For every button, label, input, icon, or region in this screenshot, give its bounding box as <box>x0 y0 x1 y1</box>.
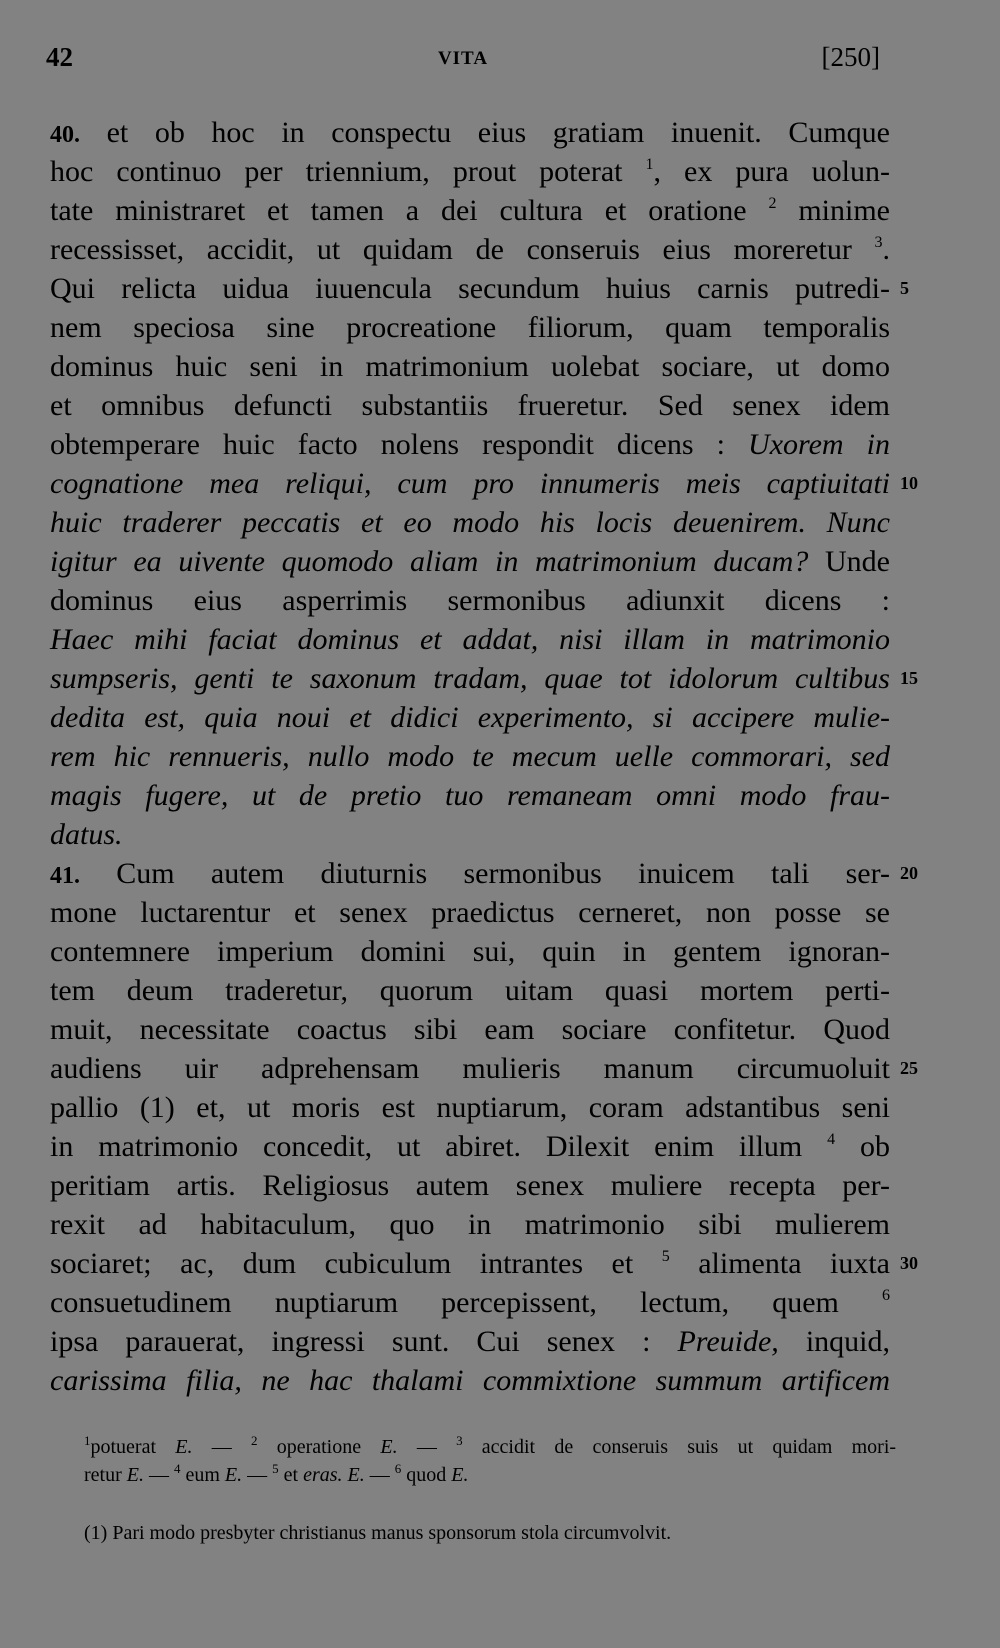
line-text <box>50 425 890 464</box>
footnote-marker: 6 <box>882 1287 890 1304</box>
italic-run: E. <box>380 1436 398 1458</box>
footnotes <box>84 1433 896 1489</box>
italic-run: carissima filia, ne hac thalami commixtione summum artificem <box>50 1364 890 1397</box>
italic-run: igitur ea uivente quomodo aliam in matrimonium ducam? <box>50 545 809 578</box>
text-line <box>50 932 890 971</box>
italic-run: dedita est, quia noui et didici experimento, si accipere mulie- <box>50 701 890 734</box>
italic-run: cognatione mea reliqui, cum pro innumeris meis captiuitati <box>50 467 890 500</box>
text-run: rexit ad habitaculum, quo in matrimonio sibi mulierem <box>50 1208 890 1241</box>
text-line <box>50 854 918 893</box>
text-run: quod <box>401 1464 452 1486</box>
text-line <box>50 1205 890 1244</box>
footnote-marker: 2 <box>768 195 777 212</box>
italic-run: huic traderer peccatis et eo modo his locis deuenirem. Nunc <box>50 506 890 539</box>
line-text <box>50 1166 890 1205</box>
line-text <box>50 503 890 542</box>
text-run: nem speciosa sine procreatione filiorum, quam temporalis <box>50 311 890 344</box>
explanatory-note: (1) Pari modo presbyter christianus manus sponsorum stola circumvolvit. <box>84 1522 672 1544</box>
text-run: dominus eius asperrimis sermonibus adiunxit dicens : <box>50 584 890 617</box>
text-line <box>50 230 890 269</box>
italic-run: E. <box>224 1464 243 1486</box>
line-text <box>50 776 890 815</box>
text-run: minime <box>776 194 891 227</box>
text-line <box>50 1088 890 1127</box>
page-number: 42 <box>46 42 73 72</box>
line-text <box>50 269 890 308</box>
text-run: hoc continuo per triennium, prout poterat <box>50 155 646 188</box>
text-run: . <box>882 233 890 266</box>
text-line <box>50 308 890 347</box>
text-line <box>50 1127 890 1166</box>
text-line <box>50 464 918 503</box>
text-run: alimenta iuxta <box>669 1247 891 1280</box>
italic-run: Preuide, <box>677 1325 779 1358</box>
line-number: 30 <box>900 1253 918 1273</box>
text-run: Unde <box>808 545 890 578</box>
footnote-marker: 3 <box>874 234 883 251</box>
text-line <box>50 776 890 815</box>
text-run: inquid, <box>778 1325 890 1358</box>
line-text <box>50 191 890 230</box>
line-number: 25 <box>900 1058 918 1078</box>
body-text <box>50 113 918 1400</box>
line-text <box>50 113 890 155</box>
line-text <box>50 620 890 659</box>
text-line <box>50 425 890 464</box>
text-line <box>50 815 890 854</box>
line-text <box>50 1322 890 1361</box>
text-run: recessisset, accidit, ut quidam de conseruis eius moreretur <box>50 233 875 266</box>
line-text <box>50 581 890 620</box>
text-line <box>50 347 890 386</box>
text-run: accidit de conseruis suis ut quidam mori- <box>462 1436 897 1458</box>
footnote-line <box>84 1461 896 1489</box>
line-text <box>50 815 890 854</box>
line-text <box>50 1088 890 1127</box>
text-line <box>50 152 890 191</box>
text-run: , ex pura uolun- <box>653 155 890 188</box>
line-text <box>50 230 890 269</box>
footnote-marker: 5 <box>661 1248 670 1265</box>
running-title: VITA <box>437 48 489 69</box>
paragraph-number: 40. <box>50 122 80 148</box>
text-run: — <box>397 1436 457 1458</box>
italic-run: rem hic rennueris, nullo modo te mecum uelle commorari, sed <box>50 740 890 773</box>
line-text <box>50 1244 890 1283</box>
text-line <box>50 191 890 230</box>
text-run: — <box>192 1436 251 1458</box>
text-run: et omnibus defuncti substantiis frueretur. Sed senex idem <box>50 389 890 422</box>
text-run: contemnere imperium domini sui, quin in gentem ignoran- <box>50 935 890 968</box>
text-line <box>50 1283 890 1322</box>
footnote-number: 1 <box>84 1433 91 1448</box>
line-text <box>50 932 890 971</box>
italic-run: E. <box>126 1464 144 1486</box>
line-number: 5 <box>900 278 909 298</box>
text-run: tate ministraret et tamen a dei cultura et oratione <box>50 194 769 227</box>
text-run: mone luctarentur et senex praedictus cerneret, non posse se <box>50 896 890 929</box>
line-text <box>50 1010 890 1049</box>
text-run: Qui relicta uidua iuuencula secundum huius carnis putredi- <box>50 272 890 305</box>
text-line <box>50 542 890 581</box>
text-line <box>50 737 890 776</box>
footnote-line <box>84 1433 896 1461</box>
text-run: muit, necessitate coactus sibi eam sociare confitetur. Quod <box>50 1013 890 1046</box>
line-text <box>50 542 890 581</box>
text-run: tem deum traderetur, quorum uitam quasi mortem perti- <box>50 974 890 1007</box>
text-line <box>50 503 890 542</box>
text-run: eum <box>180 1464 225 1486</box>
text-run: operatione <box>257 1436 381 1458</box>
text-run: — <box>364 1464 395 1486</box>
line-text <box>50 347 890 386</box>
text-line <box>50 386 890 425</box>
line-text <box>50 893 890 932</box>
text-run: obtemperare huic facto nolens respondit dicens : <box>50 428 749 461</box>
line-text <box>50 1283 890 1322</box>
text-line <box>50 698 890 737</box>
text-run: consuetudinem nuptiarum percepissent, lectum, quem <box>50 1286 882 1319</box>
text-run: retur <box>84 1464 127 1486</box>
paragraph-number: 41. <box>50 863 80 889</box>
italic-run: E. <box>451 1464 469 1486</box>
italic-run: E. <box>175 1436 193 1458</box>
italic-run: magis fugere, ut de pretio tuo remaneam omni modo frau- <box>50 779 890 812</box>
italic-run: eras. E. <box>303 1464 365 1486</box>
line-number: 20 <box>900 863 918 883</box>
text-line <box>50 1010 890 1049</box>
text-run: dominus huic seni in matrimonium uolebat sociare, ut domo <box>50 350 890 383</box>
text-run: in matrimonio concedit, ut abiret. Dilexit enim illum <box>50 1130 828 1163</box>
footnote-number: 3 <box>456 1433 463 1448</box>
line-number: 15 <box>900 668 918 688</box>
line-text <box>50 152 890 191</box>
text-run: — <box>143 1464 174 1486</box>
text-run: peritiam artis. Religiosus autem senex muliere recepta per- <box>50 1169 890 1202</box>
line-text <box>50 1205 890 1244</box>
text-run: audiens uir adprehensam mulieris manum circumuoluit <box>50 1052 890 1085</box>
line-text <box>50 464 890 503</box>
footnote-marker: 4 <box>827 1131 836 1148</box>
text-run: pallio (1) et, ut moris est nuptiarum, coram adstantibus seni <box>50 1091 890 1124</box>
text-run: Cum autem diuturnis sermonibus inuicem tali ser- <box>80 857 890 890</box>
text-line <box>50 620 890 659</box>
italic-run: Haec mihi faciat dominus et addat, nisi illam in matrimonio <box>50 623 890 656</box>
line-text <box>50 698 890 737</box>
line-number: 10 <box>900 473 918 493</box>
footnote-number: 4 <box>173 1461 181 1476</box>
text-line <box>50 1244 918 1283</box>
line-text <box>50 1049 890 1088</box>
text-run: ob <box>835 1130 891 1163</box>
text-line <box>50 269 909 308</box>
text-run: et ob hoc in conspectu eius gratiam inuenit. Cumque <box>80 116 890 149</box>
text-line <box>50 581 890 620</box>
text-line <box>50 1322 890 1361</box>
footnote-number: 2 <box>250 1433 258 1448</box>
text-run: sociaret; ac, dum cubiculum intrantes et <box>50 1247 662 1280</box>
text-line <box>50 1166 890 1205</box>
line-text <box>50 737 890 776</box>
text-line <box>50 113 890 152</box>
page-reference: [250] <box>821 42 880 72</box>
line-text <box>50 854 890 896</box>
line-text <box>50 971 890 1010</box>
footnote-number: 5 <box>272 1461 279 1476</box>
italic-run: Uxorem in <box>748 428 890 461</box>
text-run: potuerat <box>90 1436 176 1458</box>
line-text <box>50 308 890 347</box>
footnote-number: 6 <box>394 1461 402 1476</box>
text-line <box>50 1361 890 1400</box>
line-text <box>50 386 890 425</box>
text-run: et <box>278 1464 304 1486</box>
line-text <box>50 1361 890 1400</box>
line-text <box>50 659 890 698</box>
text-run: ipsa parauerat, ingressi sunt. Cui senex : <box>50 1325 678 1358</box>
footnote-marker: 1 <box>645 156 654 173</box>
italic-run: datus. <box>50 818 123 851</box>
line-text <box>50 1127 890 1166</box>
text-line <box>50 1049 918 1088</box>
running-head <box>46 42 880 78</box>
text-line <box>50 659 918 698</box>
text-line <box>50 971 890 1010</box>
italic-run: sumpseris, genti te saxonum tradam, quae tot idolorum cultibus <box>50 662 890 695</box>
text-line <box>50 893 890 932</box>
text-run: — <box>242 1464 273 1486</box>
